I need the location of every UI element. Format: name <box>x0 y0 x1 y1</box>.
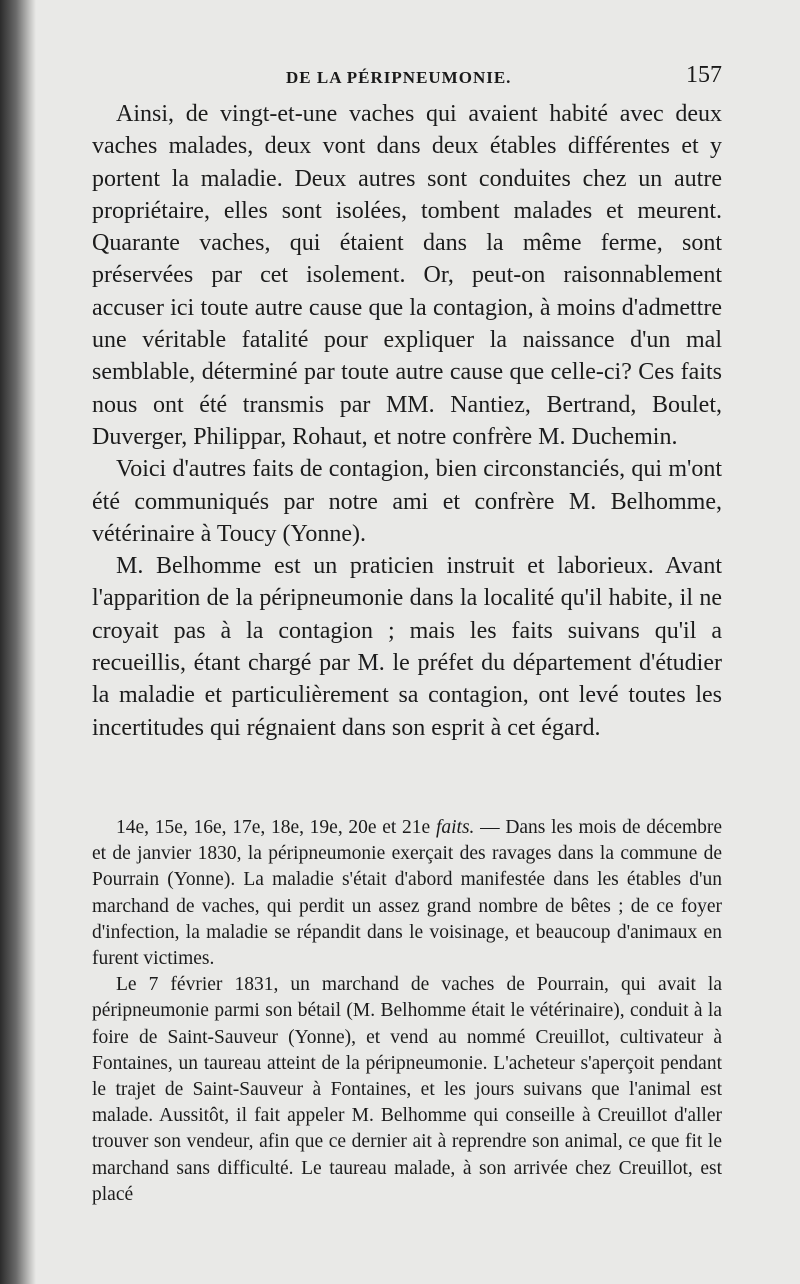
case-text: — Dans les mois de décembre et de janvier 1830, la péripneumonie exerçait des ravages dans la commune de Pourrain (Yonne). La maladie s'était d'abord manifestée dans les étables d'un marchand de vaches, qui perdit un assez grand nombre de bêtes ; de ce foyer d'infection, la maladie se répandit dans le voisinage, et beaucoup d'animaux en furent victimes. <box>92 817 722 970</box>
paragraph: M. Belhomme est un praticien instruit et laborieux. Avant l'apparition de la péripneumonie dans la localité qu'il habite, il ne croyait pas à la contagion ; mais les faits suivans qu'il a recueillis, étant chargé par M. le préfet du département d'étudier la maladie et particulièrement sa contagion, ont levé toutes les incertitudes qui régnaient dans son esprit à cet égard. <box>92 553 722 741</box>
case-paragraph <box>92 815 722 972</box>
running-head: DE LA PÉRIPNEUMONIE. <box>286 68 512 87</box>
main-text <box>92 98 722 744</box>
small-print-text <box>92 815 722 1208</box>
paragraph: Voici d'autres faits de contagion, bien circonstanciés, qui m'ont été communiqués par notre ami et confrère M. Belhomme, vétérinaire à Toucy (Yonne). <box>92 456 722 547</box>
page-binding-shadow <box>0 0 36 1284</box>
page-number: 157 <box>686 62 722 88</box>
case-numbers: 14e, 15e, 16e, 17e, 18e, 19e, 20e et 21e <box>116 817 431 838</box>
paragraph: Ainsi, de vingt-et-une vaches qui avaient habité avec deux vaches malades, deux vont dans deux étables différentes et y portent la maladie. Deux autres sont conduites chez un autre propriétaire, elles sont isolées, tombent malades et meurent. Quarante vaches, qui étaient dans la même ferme, sont préservées par cet isolement. Or, peut-on raisonnablement accuser ici toute autre cause que la contagion, à moins d'admettre une véritable fatalité pour expliquer la naissance d'un mal semblable, déterminé par toute autre cause que celle-ci? Ces faits nous ont été transmis par MM. Nantiez, Bertrand, Boulet, Duverger, Philippar, Rohaut, et notre confrère M. Duchemin. <box>92 101 722 450</box>
page-header <box>92 62 722 92</box>
case-label: faits. <box>435 817 475 838</box>
case-paragraph: Le 7 février 1831, un marchand de vaches de Pourrain, qui avait la péripneumonie parmi son bétail (M. Belhomme était le vétérinaire), conduit à la foire de Saint-Sauveur (Yonne), et vend au nommé Creuillot, cultivateur à Fontaines, un taureau atteint de la péripneumonie. L'acheteur s'aperçoit pendant le trajet de Saint-Sauveur à Fontaines, et les jours suivans que l'animal est malade. Aussitôt, il fait appeler M. Belhomme qui conseille à Creuillot d'aller trouver son vendeur, afin que ce dernier ait à reprendre son animal, ce que fit le marchand sans difficulté. Le taureau malade, à son arrivée chez Creuillot, est placé <box>92 974 722 1205</box>
